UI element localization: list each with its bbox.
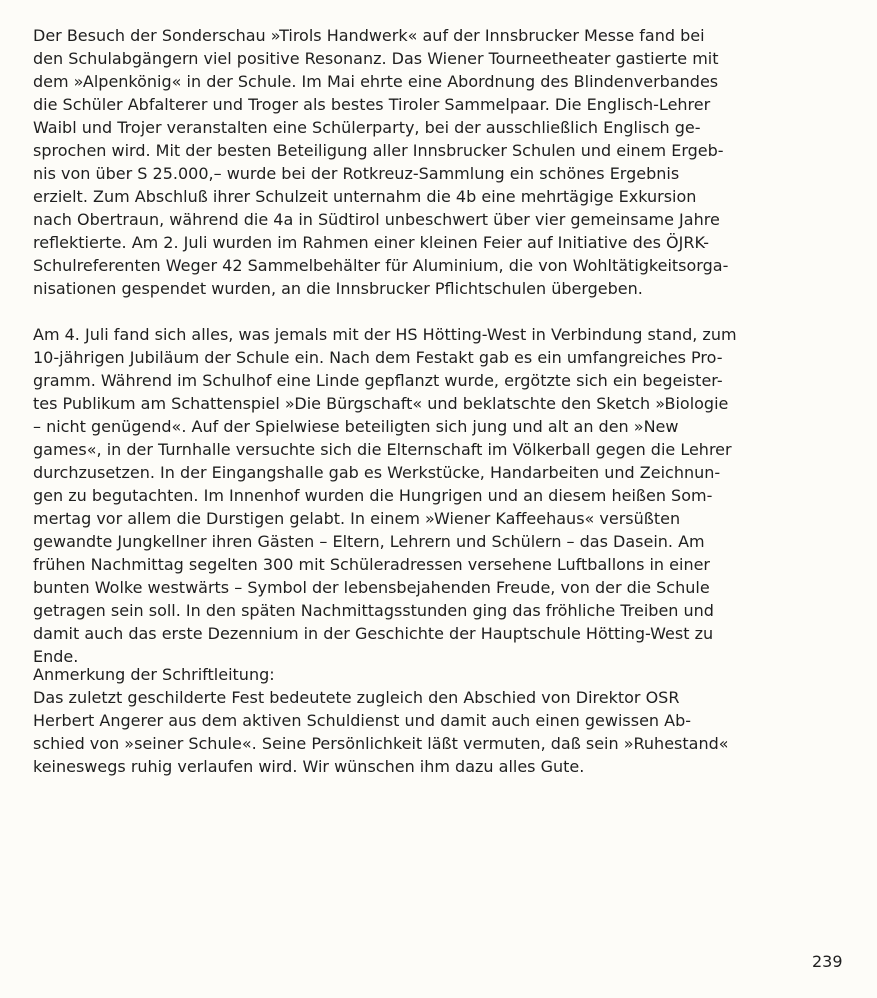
text-line: 10-jährigen Jubiläum der Schule ein. Nach dem Festakt gab es ein umfangreiches Pro- xyxy=(33,348,723,367)
page-number: 239 xyxy=(812,952,843,971)
text-line: Ende. xyxy=(33,647,79,666)
text-line: mertag vor allem die Durstigen gelabt. In einem »Wiener Kaffeehaus« versüßten xyxy=(33,509,681,528)
text-line: Herbert Angerer aus dem aktiven Schuldienst und damit auch einen gewissen Ab- xyxy=(33,711,692,730)
editorial-note-heading: Anmerkung der Schriftleitung: xyxy=(33,665,275,684)
text-line: Waibl und Trojer veranstalten eine Schülerparty, bei der ausschließlich Englisch ge- xyxy=(33,118,701,137)
text-line: den Schulabgängern viel positive Resonanz. Das Wiener Tourneetheater gastierte mit xyxy=(33,49,719,68)
text-line: Am 4. Juli fand sich alles, was jemals mit der HS Hötting-West in Verbindung stand, zum xyxy=(33,325,737,344)
text-line: Schulreferenten Weger 42 Sammelbehälter für Aluminium, die von Wohltätigkeitsorga- xyxy=(33,256,729,275)
text-line: keineswegs ruhig verlaufen wird. Wir wünschen ihm dazu alles Gute. xyxy=(33,757,585,776)
text-line: gramm. Während im Schulhof eine Linde gepflanzt wurde, ergötzte sich ein begeister- xyxy=(33,371,723,390)
text-line: – nicht genügend«. Auf der Spielwiese beteiligten sich jung und alt an den »New xyxy=(33,417,679,436)
text-line: nisationen gespendet wurden, an die Innsbrucker Pflichtschulen übergeben. xyxy=(33,279,643,298)
text-line: nis von über S 25.000,– wurde bei der Rotkreuz-Sammlung ein schönes Ergebnis xyxy=(33,164,680,183)
text-line: getragen sein soll. In den späten Nachmittagsstunden ging das fröhliche Treiben und xyxy=(33,601,714,620)
text-line: sprochen wird. Mit der besten Beteiligung aller Innsbrucker Schulen und einem Ergeb- xyxy=(33,141,724,160)
text-line: dem »Alpenkönig« in der Schule. Im Mai ehrte eine Abordnung des Blindenverbandes xyxy=(33,72,719,91)
text-line: erzielt. Zum Abschluß ihrer Schulzeit unternahm die 4b eine mehrtägige Exkursion xyxy=(33,187,697,206)
text-line: damit auch das erste Dezennium in der Geschichte der Hauptschule Hötting-West zu xyxy=(33,624,714,643)
text-line: frühen Nachmittag segelten 300 mit Schüleradressen versehene Luftballons in einer xyxy=(33,555,711,574)
text-line: die Schüler Abfalterer und Troger als bestes Tiroler Sammelpaar. Die Englisch-Lehrer xyxy=(33,95,711,114)
text-line: tes Publikum am Schattenspiel »Die Bürgschaft« und beklatschte den Sketch »Biologie xyxy=(33,394,729,413)
text-line: reflektierte. Am 2. Juli wurden im Rahmen einer kleinen Feier auf Initiative des ÖJRK- xyxy=(33,233,710,252)
text-line: games«, in der Turnhalle versuchte sich die Elternschaft im Völkerball gegen die Lehrer xyxy=(33,440,732,459)
text-line: nach Obertraun, während die 4a in Südtirol unbeschwert über vier gemeinsame Jahre xyxy=(33,210,720,229)
text-line: schied von »seiner Schule«. Seine Persönlichkeit läßt vermuten, daß sein »Ruhestand« xyxy=(33,734,729,753)
text-line: Das zuletzt geschilderte Fest bedeutete zugleich den Abschied von Direktor OSR xyxy=(33,688,680,707)
text-line: bunten Wolke westwärts – Symbol der lebensbejahenden Freude, von der die Schule xyxy=(33,578,710,597)
text-line: gen zu begutachten. Im Innenhof wurden die Hungrigen und an diesem heißen Som- xyxy=(33,486,713,505)
text-line: Der Besuch der Sonderschau »Tirols Handwerk« auf der Innsbrucker Messe fand bei xyxy=(33,26,705,45)
text-line: gewandte Jungkellner ihren Gästen – Eltern, Lehrern und Schülern – das Dasein. Am xyxy=(33,532,705,551)
text-line: durchzusetzen. In der Eingangshalle gab es Werkstücke, Handarbeiten und Zeichnun- xyxy=(33,463,721,482)
